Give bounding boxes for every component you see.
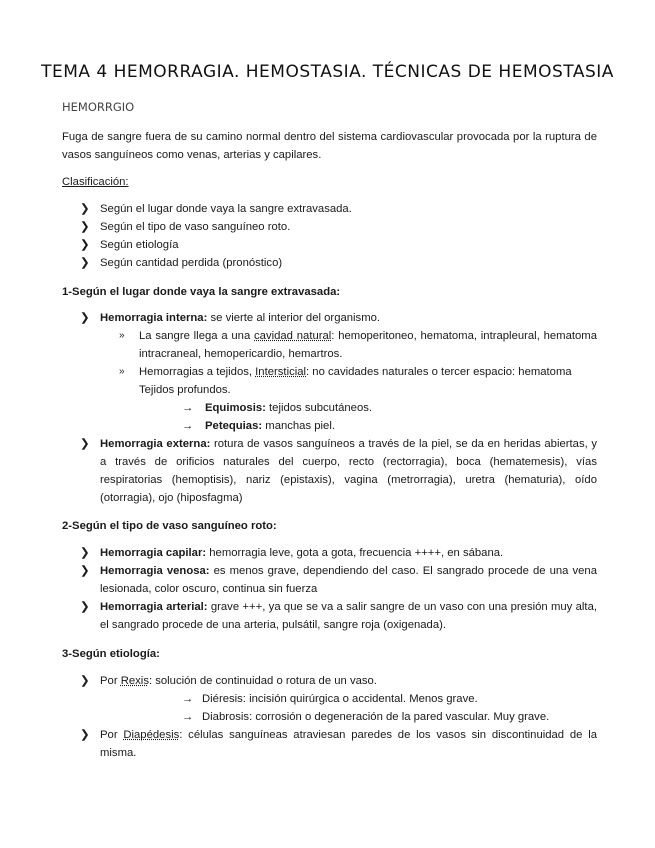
term-text: se vierte al interior del organismo. xyxy=(207,312,381,324)
term-text: tejidos subcutáneos. xyxy=(265,402,373,414)
term-text: manchas piel. xyxy=(262,420,335,432)
term-bold: Hemorragia arterial: xyxy=(100,601,208,613)
arrow-bullet-icon: → xyxy=(182,420,194,432)
term-bold: Equimosis: xyxy=(205,402,266,414)
term-underlined: Rexis xyxy=(120,675,149,687)
list-item xyxy=(62,236,597,254)
list-item-capilar xyxy=(62,544,597,562)
term-bold: Hemorragia interna: xyxy=(100,312,208,324)
section-label: HEMORRGIO xyxy=(62,100,135,114)
sub-item-intersticial xyxy=(62,363,597,399)
term-text: hemorragia leve, gota a gota, frecuencia ++++, en sábana. xyxy=(206,547,504,559)
list-item-externa xyxy=(62,435,597,507)
chevron-bullet-icon: ❯ xyxy=(80,675,90,687)
term-text: : células sanguíneas atraviesan paredes de los vasos sin discontinuidad de la misma. xyxy=(100,729,598,759)
section-2-heading-text: 2-Según el tipo de vaso sanguíneo roto: xyxy=(62,520,277,532)
sub-text: La sangre llega a una xyxy=(139,330,255,342)
clasificacion-list xyxy=(62,200,597,272)
list-item-text: Según el tipo de vaso sanguíneo roto. xyxy=(100,221,291,233)
clasificacion-heading-text: Clasificación: xyxy=(62,176,129,188)
term-text: Por xyxy=(100,729,124,741)
list-item-text: Según cantidad perdida (pronóstico) xyxy=(100,257,283,269)
clasificacion-heading xyxy=(62,173,597,191)
list-item-diapedesis xyxy=(62,726,597,762)
list-item-text: Según etiología xyxy=(100,239,179,251)
sub-text: Diabrosis: corrosión o degeneración de la pared vascular. Muy grave. xyxy=(202,711,550,723)
term-bold: Hemorragia externa: xyxy=(100,438,211,450)
chevron-bullet-icon: ❯ xyxy=(80,729,90,741)
list-item-text: Según el lugar donde vaya la sangre extravasada. xyxy=(100,203,352,215)
chevron-bullet-icon: ❯ xyxy=(80,438,90,450)
sub-item-diabrosis xyxy=(62,708,594,726)
section-1-heading xyxy=(62,283,597,301)
sub-sub-item-equimosis xyxy=(62,399,597,417)
term-text: Por xyxy=(100,675,121,687)
list-item xyxy=(62,200,597,218)
term-underlined: Diapédesis xyxy=(123,729,180,741)
list-item xyxy=(62,218,597,236)
chevron-bullet-icon: ❯ xyxy=(80,203,90,215)
sub-underlined: Intersticial xyxy=(255,366,307,378)
double-arrow-bullet-icon: » xyxy=(119,366,125,377)
chevron-bullet-icon: ❯ xyxy=(80,565,90,577)
term-text: rotura de vasos sanguíneos a través de la piel, se da en heridas abiertas, y a través de orificios naturales del cuerpo, recto (rectorragia), boca (hematemesis), vías respiratorias (hemoptisis), nariz (epistaxis), vagina (metrorragia), uretra (hematuria), oído (otorragia), ojo (hiposfagma) xyxy=(100,438,597,504)
sub-item-cavidad xyxy=(62,327,597,363)
sub-text: Hemorragias a tejidos, xyxy=(139,366,256,378)
list-item-interna xyxy=(62,309,597,327)
chevron-bullet-icon: ❯ xyxy=(80,312,90,324)
sub-text: : hemoperitoneo, hematoma, intrapleural, hematoma intracraneal, hemopericardio, hemartros. xyxy=(139,330,597,360)
list-item xyxy=(62,254,597,272)
intro-paragraph: Fuga de sangre fuera de su camino normal dentro del sistema cardiovascular provocada por la ruptura de vasos sanguíneos como venas, arterias y capilares. xyxy=(62,131,597,161)
section-2-heading xyxy=(62,517,597,535)
section-2-content xyxy=(62,544,597,634)
arrow-bullet-icon: → xyxy=(182,402,194,414)
term-text: : solución de continuidad o rotura de un vaso. xyxy=(148,675,377,687)
section-1-heading-text: 1-Según el lugar donde vaya la sangre extravasada: xyxy=(62,286,341,298)
chevron-bullet-icon: ❯ xyxy=(80,601,90,613)
sub-text: Diéresis: incisión quirúrgica o accidental. Menos grave. xyxy=(202,693,478,705)
sub-underlined: cavidad natural xyxy=(254,330,332,342)
term-bold: Hemorragia venosa: xyxy=(100,565,210,577)
chevron-bullet-icon: ❯ xyxy=(80,547,90,559)
sub-item-dieresis xyxy=(62,690,594,708)
list-item-rexis xyxy=(62,672,597,690)
chevron-bullet-icon: ❯ xyxy=(80,257,90,269)
list-item-arterial xyxy=(62,598,597,634)
chevron-bullet-icon: ❯ xyxy=(80,239,90,251)
term-text: es menos grave, dependiendo del caso. El sangrado procede de una vena lesionada, color oscuro, continua sin fuerza xyxy=(100,565,597,595)
double-arrow-bullet-icon: » xyxy=(119,330,125,341)
section-3-heading-text: 3-Según etiología: xyxy=(62,648,160,660)
term-bold: Petequias: xyxy=(205,420,263,432)
page-title: TEMA 4 HEMORRAGIA. HEMOSTASIA. TÉCNICAS DE HEMOSTASIA xyxy=(41,62,614,82)
list-item-venosa xyxy=(62,562,597,598)
section-3-content xyxy=(62,672,597,762)
arrow-bullet-icon: → xyxy=(182,711,194,723)
section-1-content xyxy=(62,309,597,507)
term-bold: Hemorragia capilar: xyxy=(100,547,207,559)
chevron-bullet-icon: ❯ xyxy=(80,221,90,233)
term-text: grave +++, ya que se va a salir sangre de un vaso con una presión muy alta, el sangrado procede de una arteria, pulsátil, sangre roja (oxigenada). xyxy=(100,601,597,631)
sub-text: : no cavidades naturales o tercer espacio: hematoma Tejidos profundos. xyxy=(139,366,572,396)
section-3-heading xyxy=(62,645,597,663)
arrow-bullet-icon: → xyxy=(182,693,194,705)
sub-sub-item-petequias xyxy=(62,417,597,435)
